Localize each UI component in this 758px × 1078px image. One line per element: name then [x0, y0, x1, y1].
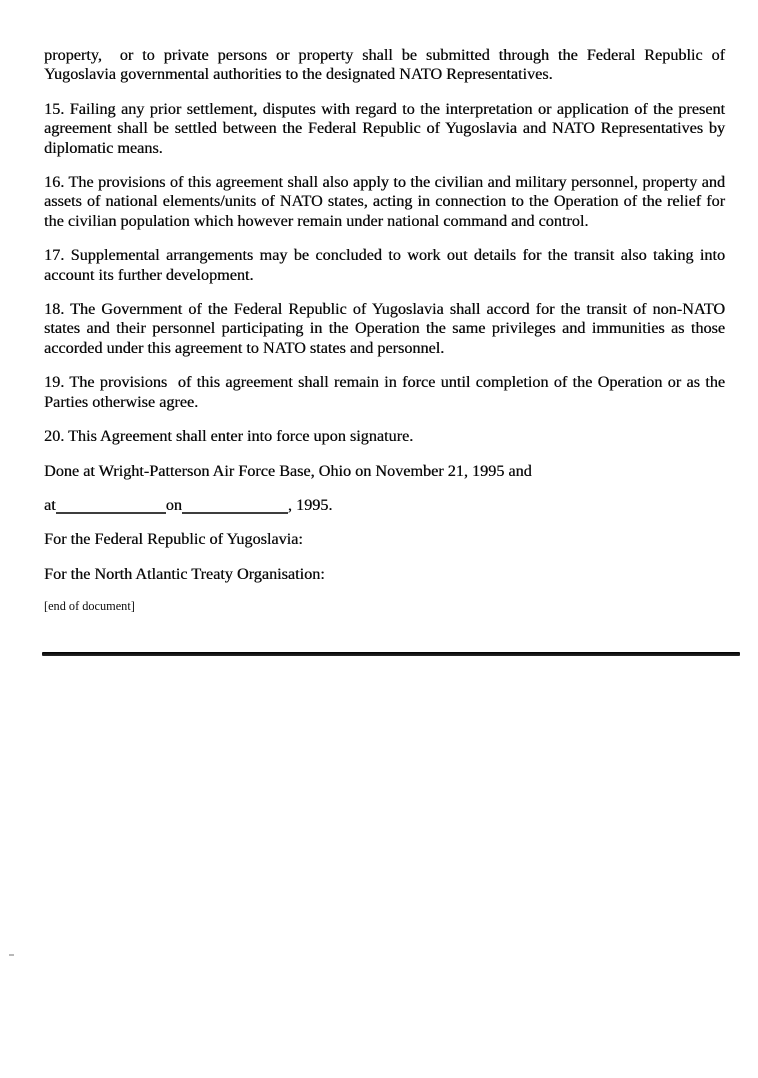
separator-rule	[42, 652, 740, 656]
place-blank-line	[56, 502, 166, 514]
scan-speck	[9, 954, 14, 956]
fill-in-suffix: , 1995.	[287, 495, 333, 514]
paragraph-18: 18. The Government of the Federal Republic of Yugoslavia shall accord for the transit of non-NATO states and their personnel participating in the Operation the same privileges and immunities as those accorded under this agreement to NATO states and personnel.	[44, 300, 725, 357]
document-body	[44, 46, 725, 614]
paragraph-19: 19. The provisions of this agreement shall remain in force until completion of the Operation or as the Parties otherwise agree.	[44, 373, 725, 411]
paragraph-15: 15. Failing any prior settlement, disputes with regard to the interpretation or application of the present agreement shall be settled between the Federal Republic of Yugoslavia and NATO Representatives by diplomatic means.	[44, 99, 725, 157]
paragraph-16: 16. The provisions of this agreement shall also apply to the civilian and military personnel, property and assets of national elements/units of NATO states, acting in connection to the Operation of the relief for the civilian population which however remain under national command and control.	[44, 173, 725, 230]
date-blank-line	[182, 502, 288, 514]
paragraph-20: 20. This Agreement shall enter into force upon signature.	[44, 427, 414, 446]
paragraph-continuation: property, or to private persons or property shall be submitted through the Federal Republic of Yugoslavia governmental authorities to the designated NATO Representatives.	[44, 46, 725, 84]
signature-line-nato: For the North Atlantic Treaty Organisation:	[44, 564, 325, 583]
paragraph-17: 17. Supplemental arrangements may be concluded to work out details for the transit also taking into account its further development.	[44, 246, 725, 284]
fill-in-line	[44, 496, 725, 515]
done-at-line: Done at Wright-Patterson Air Force Base, Ohio on November 21, 1995 and	[44, 461, 532, 480]
end-of-document-marker: [end of document]	[44, 599, 135, 614]
fill-in-prefix: at	[44, 495, 56, 514]
signature-line-fry: For the Federal Republic of Yugoslavia:	[44, 530, 303, 549]
fill-in-connector: on	[165, 495, 182, 514]
